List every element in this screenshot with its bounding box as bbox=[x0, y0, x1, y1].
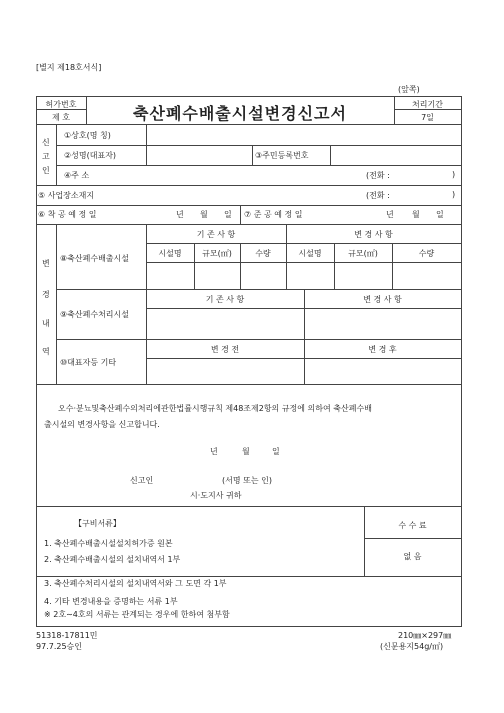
finish-year: 년 bbox=[386, 210, 394, 219]
treatment-changed-head: 변 경 사 항 bbox=[363, 295, 402, 304]
changes-label-1: 변 bbox=[42, 259, 50, 268]
jeho-label: 제 호 bbox=[52, 113, 70, 122]
col-name-1: 시설명 bbox=[158, 249, 182, 258]
form-number: [별지 제18호서식] bbox=[36, 63, 102, 72]
footer-paper: (신문용지54g/㎡) bbox=[380, 642, 444, 651]
site-phone-label: (전화 : bbox=[366, 191, 390, 200]
emission-changed-head: 변 경 사 항 bbox=[354, 230, 393, 239]
decl-month: 월 bbox=[242, 447, 250, 456]
permit-no-label: 허가번호 bbox=[45, 100, 77, 109]
rep-label: ②성명(대표자) bbox=[64, 151, 117, 160]
phone-label: (전화 : bbox=[366, 171, 390, 180]
declaration-line-2: 출시설의 변경사항을 신고합니다. bbox=[44, 420, 160, 429]
start-label: ⑥ 착 공 예 정 일 bbox=[38, 210, 97, 219]
treatment-label: ⑨축산폐수처리시설 bbox=[60, 310, 129, 319]
fee-label: 수 수 료 bbox=[398, 521, 427, 530]
start-month: 월 bbox=[200, 210, 208, 219]
start-day: 일 bbox=[224, 210, 232, 219]
decl-day: 일 bbox=[272, 447, 280, 456]
finish-month: 월 bbox=[412, 210, 420, 219]
col-size-1: 규모(㎡) bbox=[202, 249, 232, 258]
changes-label-2: 경 bbox=[42, 290, 50, 299]
applicant-label-2: 고 bbox=[42, 152, 50, 161]
other-before-head: 변 경 전 bbox=[210, 345, 240, 354]
addressee: 시·도지사 귀하 bbox=[190, 491, 242, 500]
location-label: ⑤ 사업장소재지 bbox=[38, 191, 95, 200]
decl-year: 년 bbox=[210, 447, 218, 456]
finish-label: ⑦ 준 공 예 정 일 bbox=[244, 210, 303, 219]
processing-label: 처리기간 bbox=[412, 100, 443, 109]
col-name-2: 시설명 bbox=[298, 249, 322, 258]
applicant-label-1: 신 bbox=[42, 138, 50, 147]
page-title: 축산폐수배출시설변경신고서 bbox=[133, 104, 347, 123]
document-item-4: 4. 기타 변경내용을 증명하는 서류 1부 bbox=[44, 597, 178, 606]
document-item-2: 2. 축산폐수배출시설의 설치내역서 1부 bbox=[44, 555, 181, 564]
col-qty-2: 수량 bbox=[418, 249, 435, 258]
documents-heading: 【구비서류】 bbox=[74, 519, 121, 528]
processing-value: 7일 bbox=[421, 113, 434, 122]
sign-label: (서명 또는 인) bbox=[222, 476, 272, 485]
address-label: ④주 소 bbox=[64, 171, 90, 180]
changes-label-4: 역 bbox=[42, 347, 50, 356]
applicant-label-3: 인 bbox=[42, 166, 50, 175]
document-item-1: 1. 축산폐수배출시설설치허가증 원본 bbox=[44, 539, 173, 548]
other-label: ⑩대표자등 기타 bbox=[60, 358, 117, 367]
phone-close: ) bbox=[452, 170, 456, 179]
other-after-head: 변 경 후 bbox=[368, 345, 397, 354]
fee-value: 없 음 bbox=[403, 552, 422, 561]
treatment-existing-head: 기 존 사 항 bbox=[205, 295, 245, 304]
footer-size: 210㎜×297㎜ bbox=[398, 631, 452, 640]
emission-existing-head: 기 존 사 항 bbox=[196, 230, 236, 239]
col-qty-1: 수량 bbox=[255, 249, 271, 258]
site-phone-close: ) bbox=[452, 190, 456, 199]
emission-label: ⑧축산폐수배출시설 bbox=[60, 254, 129, 263]
finish-day: 일 bbox=[436, 210, 444, 219]
document-note: ※ 2호∼4호의 서류는 관계되는 경우에 한하여 첨부함 bbox=[44, 610, 230, 619]
start-year: 년 bbox=[176, 210, 184, 219]
reporter-label: 신고인 bbox=[130, 476, 154, 485]
col-size-2: 규모(㎡) bbox=[348, 249, 378, 258]
side-label: (앞쪽) bbox=[398, 85, 420, 94]
document-item-3: 3. 축산폐수처리시설의 설치내역서와 그 도면 각 1부 bbox=[44, 579, 227, 588]
changes-label-3: 내 bbox=[42, 319, 50, 328]
footer-approved: 97.7.25승인 bbox=[36, 642, 82, 651]
footer-code: 51318-17811민 bbox=[36, 631, 98, 640]
name-label: ①상호(명 칭) bbox=[64, 131, 111, 140]
resident-label: ③주민등록번호 bbox=[255, 151, 309, 160]
declaration-line-1: 오수·분뇨및축산폐수의처리에관한법률시행규칙 제48조제2항의 규정에 의하여 축산폐수배 bbox=[58, 404, 372, 413]
